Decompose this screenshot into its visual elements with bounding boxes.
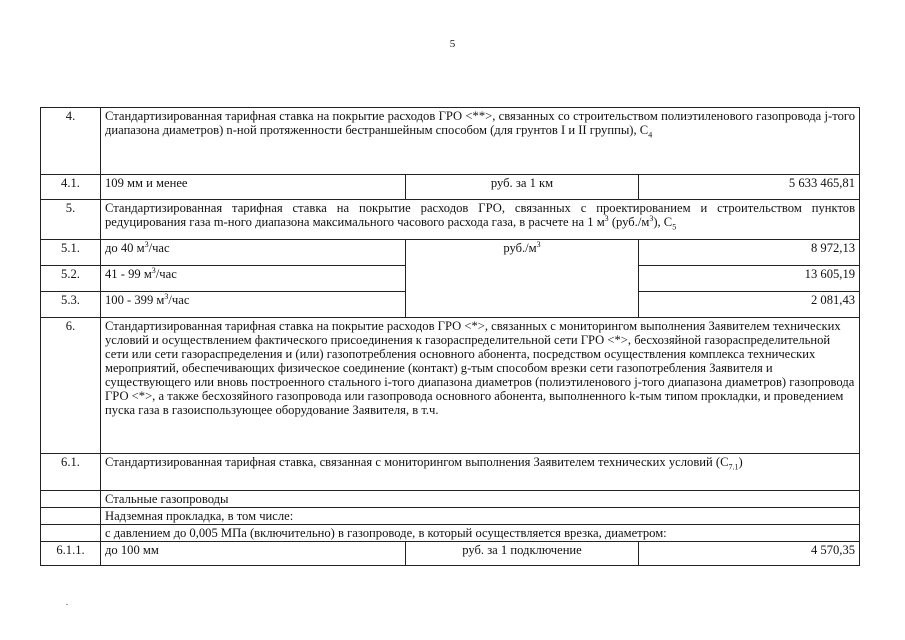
unit-cell: руб. за 1 км bbox=[406, 175, 639, 200]
section-heading: Надземная прокладка, в том числе: bbox=[101, 508, 860, 525]
diameter-label: до 100 мм bbox=[101, 542, 406, 566]
row-number: 5.1. bbox=[41, 240, 101, 266]
rate-description: Стандартизированная тарифная ставка, связанная с мониторингом выполнения Заявителем технических условий $(С_{7.1})$ bbox=[101, 454, 860, 491]
flow-label: 41 - 99 $м^3$/час bbox=[101, 266, 406, 292]
row-number: 6.1. bbox=[41, 454, 101, 491]
table-row bbox=[41, 508, 860, 525]
value-cell: 4 570,35 bbox=[639, 542, 860, 566]
row-number: 6.1.1. bbox=[41, 542, 101, 566]
rate-description: Стандартизированная тарифная ставка на покрытие расходов ГРО <*>, связанных с мониторингом выполнения Заявителем технических условий и осуществлением фактического присоединения к газораспределительной сети ГРО <*>, бесхозяйной газораспределительной сети или сети газораспределения и (или) газопотребления основного абонента, посредством осуществления комплекса технических мероприятий, обеспечивающих физическое соединение (контакт) g-тым способом врезки сети газопотребления Заявителя и существующего или вновь построенного стального i-того диапазона диаметров (полиэтиленового j-того диапазона диаметров) газопровода ГРО <*>, а также бесхозяйного газопровода или газопровода основного абонента, выполненного k-тым типом прокладки, и проведением пуска газа в газоиспользующее оборудование Заявителя, в т.ч. bbox=[101, 318, 860, 454]
table-row bbox=[41, 542, 860, 566]
value-cell: 2 081,43 bbox=[639, 292, 860, 318]
unit-cell: $руб./м^3$ bbox=[406, 240, 639, 318]
page-number: 5 bbox=[449, 38, 456, 50]
empty-cell bbox=[41, 491, 101, 508]
section-heading: с давлением до 0,005 МПа (включительно) в газопроводе, в который осуществляется врезка, диаметром: bbox=[101, 525, 860, 542]
table-row bbox=[41, 491, 860, 508]
diameter-label: 109 мм и менее bbox=[101, 175, 406, 200]
section-heading: Стальные газопроводы bbox=[101, 491, 860, 508]
table-row bbox=[41, 240, 860, 266]
scan-speck bbox=[66, 604, 68, 605]
value-cell: 8 972,13 bbox=[639, 240, 860, 266]
row-number: 5.3. bbox=[41, 292, 101, 318]
value-cell: 5 633 465,81 bbox=[639, 175, 860, 200]
row-number: 6. bbox=[41, 318, 101, 454]
table-row bbox=[41, 200, 860, 240]
table-row bbox=[41, 454, 860, 491]
row-number: 5. bbox=[41, 200, 101, 240]
unit-cell: руб. за 1 подключение bbox=[406, 542, 639, 566]
flow-label: 100 - 399 $м^3$/час bbox=[101, 292, 406, 318]
rate-description: Стандартизированная тарифная ставка на покрытие расходов ГРО, связанных с проектированием и строительством пунктов редуцирования газа m-ного диапазона максимального часового расхода газа, в расчете на 1 $м^3$ $(руб./м^3)$, $С_5$ bbox=[101, 200, 860, 240]
flow-label: до 40 $м^3$/час bbox=[101, 240, 406, 266]
empty-cell bbox=[41, 525, 101, 542]
value-cell: 13 605,19 bbox=[639, 266, 860, 292]
table-row bbox=[41, 525, 860, 542]
table-row bbox=[41, 108, 860, 175]
table-row bbox=[41, 175, 860, 200]
row-number: 4. bbox=[41, 108, 101, 175]
table-row bbox=[41, 318, 860, 454]
row-number: 5.2. bbox=[41, 266, 101, 292]
tariff-table bbox=[40, 107, 860, 566]
rate-description: Стандартизированная тарифная ставка на покрытие расходов ГРО <**>, связанных со строительством полиэтиленового газопровода j-того диапазона диаметров) n-ной протяженности бестраншейным способом (для грунтов I и II группы), $С_4$ bbox=[101, 108, 860, 175]
empty-cell bbox=[41, 508, 101, 525]
row-number: 4.1. bbox=[41, 175, 101, 200]
